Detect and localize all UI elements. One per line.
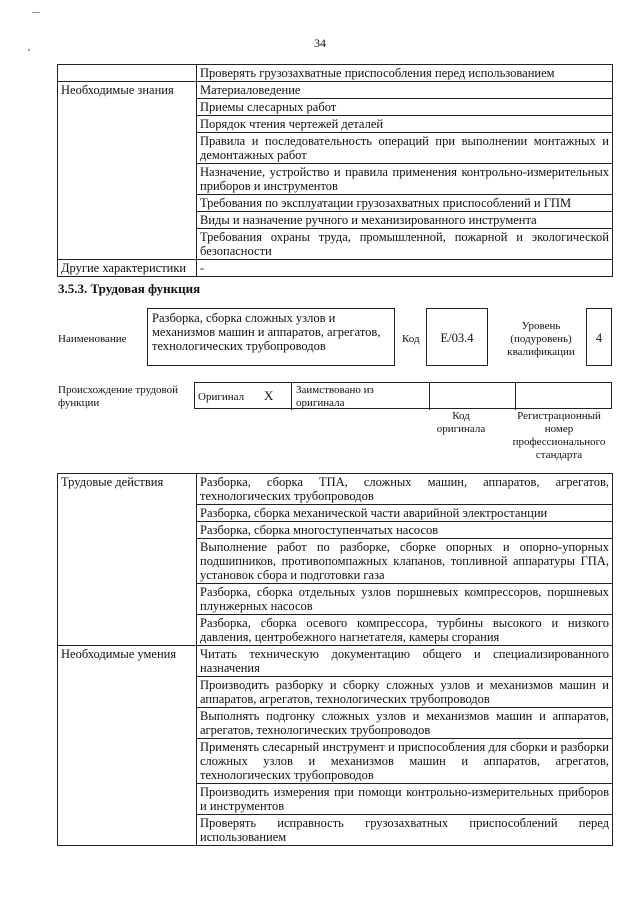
actions-label: Трудовые действия xyxy=(58,474,197,646)
table-cell-empty xyxy=(58,65,197,82)
knowledge-item: Виды и назначение ручного и механизированного инструмента xyxy=(197,212,613,229)
name-value: Разборка, сборка сложных узлов и механизмов машин и аппаратов, агрегатов, технологических трубопроводов xyxy=(147,308,395,366)
table-row xyxy=(58,474,613,505)
table-row xyxy=(58,82,613,99)
action-item: Выполнение работ по разборке, сборке опорных и опорно-упорных подшипников, противопомпажных клапанов, топливной аппаратуры ГПА, установок сбора и подготовки газа xyxy=(197,539,613,584)
table-row xyxy=(58,646,613,677)
table-row xyxy=(58,260,613,277)
code-value: E/03.4 xyxy=(426,308,488,366)
name-label: Наименование xyxy=(58,333,127,345)
action-item: Разборка, сборка многоступенчатых насосов xyxy=(197,522,613,539)
knowledge-item: Приемы слесарных работ xyxy=(197,99,613,116)
divider xyxy=(291,383,292,410)
section-heading: 3.5.3. Трудовая функция xyxy=(58,281,201,296)
scan-mark xyxy=(32,12,40,13)
other-value: - xyxy=(197,260,613,277)
origin-label: Происхождение трудовой функции xyxy=(58,384,179,409)
skill-item: Производить разборку и сборку сложных узлов и механизмов машин и аппаратов, агрегатов, технологических трубопроводов xyxy=(197,677,613,708)
level-value: 4 xyxy=(586,308,612,366)
knowledge-label: Необходимые знания xyxy=(58,82,197,260)
skill-item: Применять слесарный инструмент и приспособления для сборки и разборки сложных узлов и механизмов машин и аппаратов, агрегатов, технологических трубопроводов xyxy=(197,739,613,784)
skill-item: Читать техническую документацию общего и специализированного назначения xyxy=(197,646,613,677)
reg-caption: Регистрационный номер профессионального стандарта xyxy=(512,410,606,461)
divider xyxy=(515,383,516,410)
knowledge-item: Порядок чтения чертежей деталей xyxy=(197,116,613,133)
original-mark: X xyxy=(264,388,274,403)
knowledge-item: Требования по эксплуатации грузозахватных приспособлений и ГПМ xyxy=(197,195,613,212)
action-item: Разборка, сборка механической части аварийной электростанции xyxy=(197,505,613,522)
skill-item: Выполнять подгонку сложных узлов и механизмов машин и аппаратов, агрегатов, технологических трубопроводов xyxy=(197,708,613,739)
borrowed-label: Заимствовано из оригинала xyxy=(296,384,374,409)
original-label: Оригинал xyxy=(198,391,245,403)
table-cell: Проверять грузозахватные приспособления перед использованием xyxy=(197,65,613,82)
knowledge-item: Требования охраны труда, промышленной, пожарной и экологической безопасности xyxy=(197,229,613,260)
divider xyxy=(429,383,430,410)
level-label: Уровень (подуровень) квалификации xyxy=(507,320,575,358)
function-table xyxy=(57,473,613,846)
action-item: Разборка, сборка ТПА, сложных машин, аппаратов, агрегатов, технологических трубопроводов xyxy=(197,474,613,505)
page-number: 34 xyxy=(314,36,326,50)
table-row xyxy=(58,65,613,82)
knowledge-item: Назначение, устройство и правила применения контрольно-измерительных приборов и инструментов xyxy=(197,164,613,195)
code-label: Код xyxy=(402,333,420,345)
knowledge-table xyxy=(57,64,613,277)
skill-item: Проверять исправность грузозахватных приспособлений перед использованием xyxy=(197,815,613,846)
skill-item: Производить измерения при помощи контрольно-измерительных приборов и инструментов xyxy=(197,784,613,815)
code-caption: Код оригинала xyxy=(436,410,486,435)
other-label: Другие характеристики xyxy=(58,260,197,277)
knowledge-item: Материаловедение xyxy=(197,82,613,99)
knowledge-item: Правила и последовательность операций при выполнении монтажных и демонтажных работ xyxy=(197,133,613,164)
action-item: Разборка, сборка осевого компрессора, турбины высокого и низкого давления, центробежного нагнетателя, камеры сгорания xyxy=(197,615,613,646)
skills-label: Необходимые умения xyxy=(58,646,197,846)
action-item: Разборка, сборка отдельных узлов поршневых компрессоров, поршневых плунжерных насосов xyxy=(197,584,613,615)
